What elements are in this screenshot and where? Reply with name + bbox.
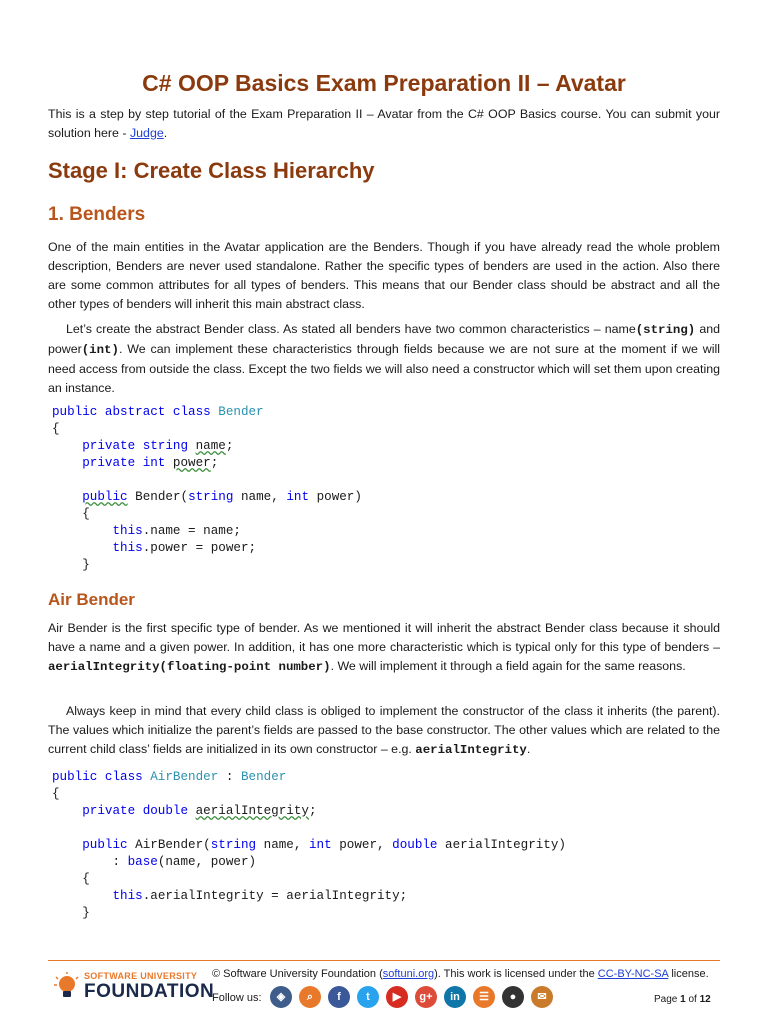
code-line: public AirBender(string name, int power, double aerialIntegrity) [52, 838, 566, 852]
page-number: Page 1 of 12 [654, 994, 711, 1005]
google-plus-icon[interactable]: g+ [415, 986, 437, 1008]
follow-us-label: Follow us: [212, 992, 262, 1004]
code-line: { [52, 872, 90, 886]
section-heading-benders: 1. Benders [48, 204, 146, 225]
air-bender-code-block [52, 769, 566, 922]
logo-wordmark: FOUNDATION [84, 981, 215, 1002]
code-line: : base(name, power) [52, 855, 257, 869]
section-heading-air-bender: Air Bender [48, 590, 135, 609]
benders-paragraph-2: Let’s create the abstract Bender class. As stated all benders have two common characteristics – name(string) and power(int). We can implement these characteristics through fields because we are not sure at the moment if we will need access from outside the class. Except the two fields we will also need a constructor which will set them upon creating an instance. [48, 322, 720, 395]
code-line: public class AirBender : Bender [52, 770, 287, 784]
benders-paragraph-1: One of the main entities in the Avatar application are the Benders. Though if you have already read the whole problem description, Benders are never used standalone. Rather the specific types of benders are used in the action. Also there are some common attributes for all types of benders. This means that our Bender class should be abstract and all the other types of benders will inherit this main abstract class. [48, 240, 720, 311]
facebook-icon[interactable]: f [328, 986, 350, 1008]
document-title: C# OOP Basics Exam Preparation II – Avatar [142, 70, 626, 96]
code-line: this.power = power; [112, 541, 257, 555]
lightbulb-icon [54, 972, 80, 1002]
search-icon[interactable]: ⌕ [299, 986, 321, 1008]
intro-paragraph: This is a step by step tutorial of the Exam Preparation II – Avatar from the C# OOP Basics course. You can submit your solution here - Judge. [48, 107, 720, 140]
code-line: public Bender(string name, int power) [82, 490, 362, 504]
stage-heading: Stage I: Create Class Hierarchy [48, 158, 375, 183]
code-line: { [52, 422, 60, 436]
youtube-icon[interactable]: ▶ [386, 986, 408, 1008]
code-line: this.aerialIntegrity = aerialIntegrity; [112, 889, 408, 903]
air-bender-paragraph-1: Air Bender is the first specific type of bender. As we mentioned it will inherit the abstract Bender class because it should have a name and a given power. In addition, it has one more characteristic which is typical only for this type of benders – aerialIntegrity(floating-point number). We will implement it through a field again for the same reasons. [48, 621, 720, 674]
code-line: private double aerialIntegrity; [52, 804, 317, 818]
softuni-foundation-logo[interactable] [52, 966, 215, 1010]
code-line: } [52, 558, 90, 572]
code-line: this.name = name; [112, 524, 241, 538]
twitter-icon[interactable]: t [357, 986, 379, 1008]
github-icon[interactable]: ● [502, 986, 524, 1008]
softuni-link[interactable]: softuni.org [382, 968, 435, 980]
code-line: private int power; [52, 456, 219, 470]
linkedin-icon[interactable]: in [444, 986, 466, 1008]
code-line: public abstract class Bender [52, 405, 264, 419]
code-line: private string name; [52, 439, 234, 453]
judge-link[interactable]: Judge [129, 126, 164, 140]
code-line: { [52, 507, 90, 521]
license-link[interactable]: CC-BY-NC-SA [597, 968, 669, 980]
footer-divider [48, 960, 720, 961]
code-line: } [52, 906, 90, 920]
slideshare-icon[interactable]: ☰ [473, 986, 495, 1008]
email-icon[interactable]: ✉ [531, 986, 553, 1008]
logo-tagline: SOFTWARE UNIVERSITY [84, 971, 198, 981]
air-bender-paragraph-2: Always keep in mind that every child class is obliged to implement the constructor of the class it inherits (the parent). The values which initialize the parent’s fields are passed to the base constructor. The other values which are related to the current child class’ fields are initialized in its own constructor – e.g. aerialIntegrity. [48, 704, 720, 757]
copyright-notice: © Software University Foundation (softuni.org). This work is licensed under the CC-BY-NC-SA license. [212, 968, 709, 980]
softuni-icon[interactable]: ◈ [270, 986, 292, 1008]
bender-code-block [52, 404, 362, 574]
code-line: { [52, 787, 60, 801]
